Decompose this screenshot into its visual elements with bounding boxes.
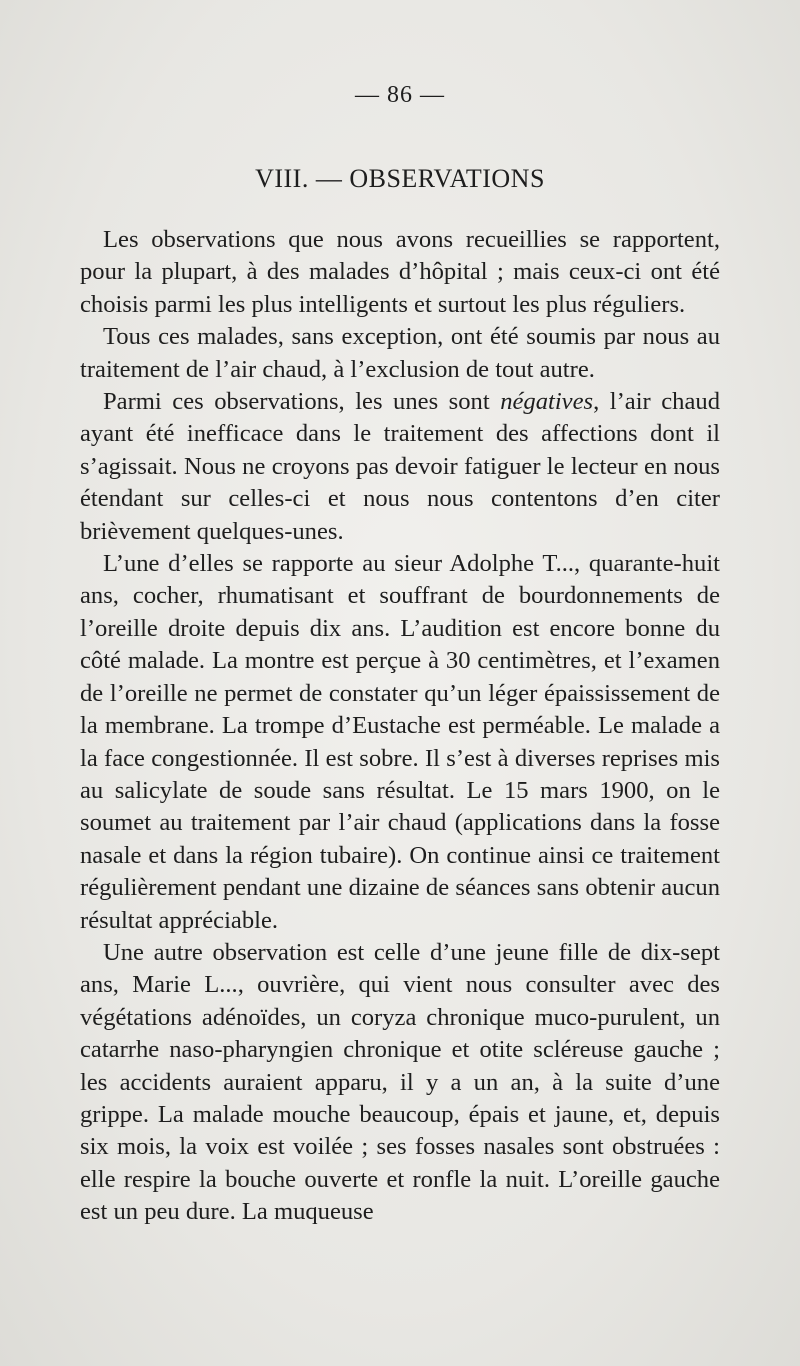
paragraph-text: Parmi ces observations, les unes sont	[103, 388, 501, 416]
section-title: VIII. — OBSERVATIONS	[255, 164, 545, 193]
paragraph: Les observations que nous avons recueillies se rapportent, pour la plupart, à des malades d’hôpital ; mais ceux-ci ont été choisis parmi les plus intelligents et surtout les plus réguliers.	[80, 226, 720, 318]
paragraph: L’une d’elles se rapporte au sieur Adolphe T..., quarante-huit ans, cocher, rhumatisant et souffrant de bourdonnements de l’oreille droite depuis dix ans. L’audition est encore bonne du côté malade. La montre est perçue à 30 centimètres, et l’examen de l’oreille ne permet de constater qu’un léger épaississement de la membrane. La trompe d’Eustache est perméable. Le malade a la face congestionnée. Il est sobre. Il s’est à diverses reprises mis au salicylate de soude sans résultat. Le 15 mars 1900, on le soumet au traitement par l’air chaud (applications dans la fosse nasale et dans la région tubaire). On continue ainsi ce traitement régulièrement pendant une dizaine de séances sans obtenir aucun résultat appréciable.	[80, 550, 720, 934]
body-text	[80, 224, 720, 1229]
paragraph-text: , l’air chaud ayant été inefficace dans le traitement des affections dont il s’agissait. Nous ne croyons pas devoir fatiguer le lecteur en nous étendant sur celles-ci et nous nous contentons d’en citer brièvement quelques-unes.	[80, 388, 720, 545]
paragraph: Une autre observation est celle d’une jeune fille de dix-sept ans, Marie L..., ouvrière, qui vient nous consulter avec des végétations adénoïdes, un coryza chronique muco-purulent, un catarrhe naso-pharyngien chronique et otite scléreuse gauche ; les accidents auraient apparu, il y a un an, à la suite d’une grippe. La malade mouche beaucoup, épais et jaune, et, depuis six mois, la voix est voilée ; ses fosses nasales sont obstruées : elle respire la bouche ouverte et ronfle la nuit. L’oreille gauche est un peu dure. La muqueuse	[80, 938, 720, 1226]
paragraph: Tous ces malades, sans exception, ont été soumis par nous au traitement de l’air chaud, à l’exclusion de tout autre.	[80, 323, 720, 383]
paragraph	[80, 386, 720, 548]
page-number: — 86 —	[355, 82, 445, 108]
emphasized-word: négatives	[500, 388, 594, 416]
